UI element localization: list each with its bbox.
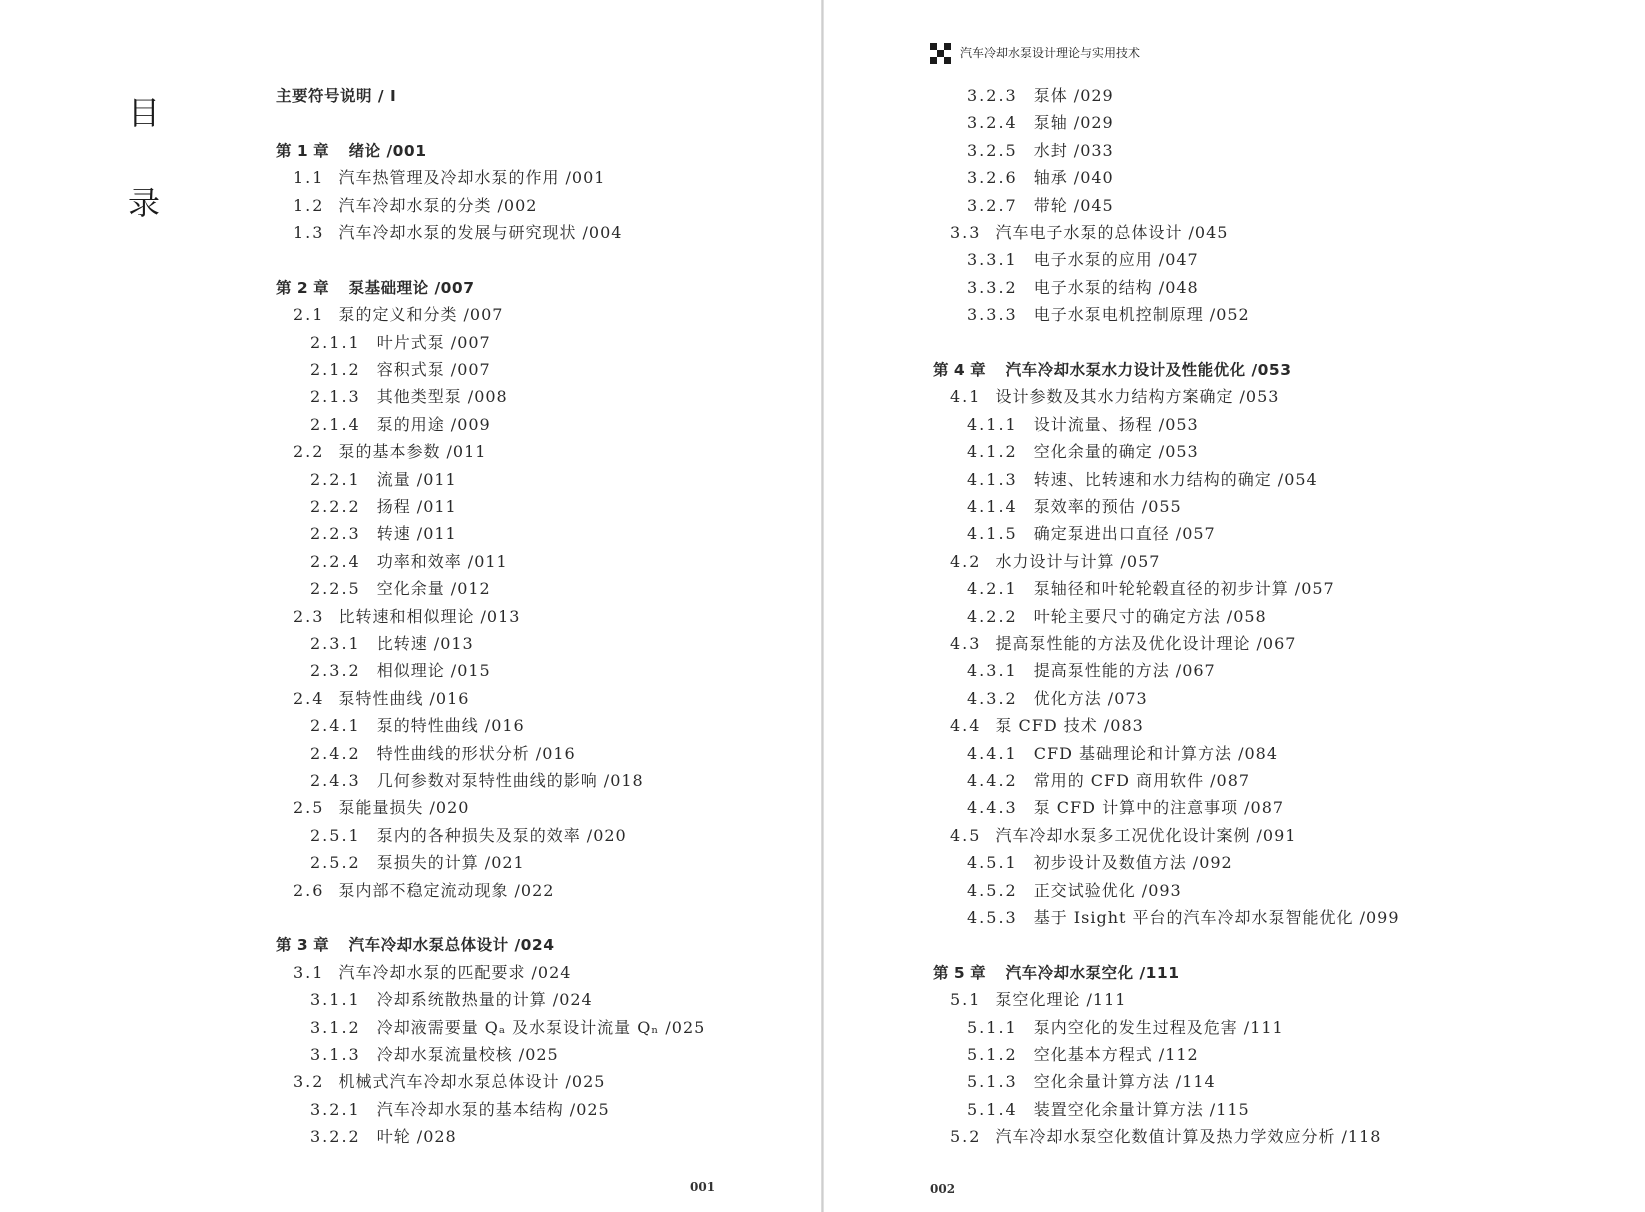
toc-entry[interactable]	[293, 880, 554, 902]
toc-entry-title: 汽车冷却水泵的分类 /002	[338, 196, 538, 215]
toc-entry[interactable]	[967, 743, 1278, 765]
toc-entry-number: 4.3	[950, 634, 982, 653]
toc-entry[interactable]	[293, 195, 537, 217]
toc-entry[interactable]	[967, 304, 1250, 326]
toc-entry[interactable]	[950, 222, 1228, 244]
toc-entry-number: 2.1.4	[310, 415, 361, 434]
toc-entry-title: 汽车冷却水泵水力设计及性能优化 /053	[1005, 361, 1292, 379]
toc-entry-number: 3.1.3	[310, 1045, 361, 1064]
toc-entry-title: 绪论 /001	[348, 142, 427, 160]
toc-entry-number: 3.2.3	[967, 86, 1018, 105]
toc-entry-number: 2.2.3	[310, 524, 361, 543]
toc-entry-title: 泵内部不稳定流动现象 /022	[338, 881, 555, 900]
toc-entry-title: 设计参数及其水力结构方案确定 /053	[995, 387, 1280, 406]
toc-entry-title: 比转速 /013	[376, 634, 474, 653]
toc-entry-title: 泵轴径和叶轮轮毂直径的初步计算 /057	[1033, 579, 1335, 598]
toc-entry[interactable]	[293, 304, 503, 326]
toc-entry-number: 2.4.1	[310, 716, 361, 735]
toc-entry-title: 泵 CFD 计算中的注意事项 /087	[1033, 798, 1285, 817]
toc-entry-title: 常用的 CFD 商用软件 /087	[1033, 771, 1251, 790]
toc-entry-title: 泵的用途 /009	[376, 415, 491, 434]
toc-entry[interactable]	[293, 797, 469, 819]
toc-entry-title: 汽车冷却水泵的发展与研究现状 /004	[338, 223, 623, 242]
toc-entry-title: 主要符号说明 / I	[276, 87, 397, 105]
running-head-logo-icon	[930, 43, 952, 65]
toc-entry[interactable]	[967, 523, 1216, 545]
toc-entry-number: 4.1.1	[967, 415, 1018, 434]
toc-entry[interactable]	[967, 880, 1182, 902]
toc-entry-number: 2.3.2	[310, 661, 361, 680]
toc-entry-title: 几何参数对泵特性曲线的影响 /018	[376, 771, 644, 790]
toc-entry-title: CFD 基础理论和计算方法 /084	[1033, 744, 1278, 763]
toc-entry-number: 4.3.2	[967, 689, 1018, 708]
toc-entry-number: 2.4.3	[310, 771, 361, 790]
toc-entry[interactable]	[310, 743, 576, 765]
toc-entry[interactable]	[293, 688, 469, 710]
toc-entry[interactable]	[293, 167, 605, 189]
toc-entry-title: 汽车电子水泵的总体设计 /045	[995, 223, 1229, 242]
toc-entry[interactable]	[276, 140, 427, 162]
toc-entry-number: 4.2.1	[967, 579, 1018, 598]
toc-entry[interactable]	[276, 277, 475, 299]
toc-entry-number: 2.2	[293, 442, 325, 461]
toc-entry[interactable]	[950, 1126, 1381, 1148]
toc-entry-number: 第 4 章	[933, 361, 986, 379]
toc-entry[interactable]	[276, 934, 555, 956]
toc-entry-title: 相似理论 /015	[376, 661, 491, 680]
toc-entry-number: 4.4.2	[967, 771, 1018, 790]
toc-entry-title: 空化余量 /012	[376, 579, 491, 598]
toc-entry[interactable]	[967, 167, 1114, 189]
toc-entry-number: 3.2.1	[310, 1100, 361, 1119]
toc-entry-number: 3.2.2	[310, 1127, 361, 1146]
toc-entry-number: 2.1.1	[310, 333, 361, 352]
toc-entry-number: 第 5 章	[933, 964, 986, 982]
toc-entry-number: 2.2.5	[310, 579, 361, 598]
toc-entry[interactable]	[967, 770, 1250, 792]
toc-entry[interactable]	[950, 989, 1126, 1011]
toc-title-char-1: 目	[128, 94, 161, 132]
toc-entry-number: 2.2.4	[310, 552, 361, 571]
toc-entry-title: 转速 /011	[376, 524, 457, 543]
toc-entry[interactable]	[310, 496, 457, 518]
page-number-left: 001	[690, 1180, 716, 1194]
toc-entry-number: 1.1	[293, 168, 325, 187]
toc-entry-number: 2.2.2	[310, 497, 361, 516]
toc-entry[interactable]	[310, 414, 491, 436]
toc-entry[interactable]	[967, 852, 1233, 874]
toc-entry-number: 2.4.2	[310, 744, 361, 763]
toc-entry[interactable]	[933, 359, 1292, 381]
toc-entry-title: 泵空化理论 /111	[995, 990, 1127, 1009]
toc-entry-title: 泵内的各种损失及泵的效率 /020	[376, 826, 627, 845]
toc-entry[interactable]	[967, 1017, 1284, 1039]
toc-entry[interactable]	[967, 112, 1114, 134]
toc-entry-number: 3.2	[293, 1072, 325, 1091]
toc-entry-number: 1.2	[293, 196, 325, 215]
toc-entry-number: 4.4.1	[967, 744, 1018, 763]
toc-entry-title: 扬程 /011	[376, 497, 457, 516]
toc-entry-number: 第 3 章	[276, 936, 329, 954]
toc-entry-title: 叶轮主要尺寸的确定方法 /058	[1033, 607, 1267, 626]
toc-entry-number: 4.5.3	[967, 908, 1018, 927]
toc-entry-title: 汽车冷却水泵多工况优化设计案例 /091	[995, 826, 1297, 845]
toc-entry[interactable]	[310, 551, 508, 573]
toc-entry-number: 3.2.7	[967, 196, 1018, 215]
toc-entry-title: 优化方法 /073	[1033, 689, 1148, 708]
toc-entry[interactable]	[310, 469, 457, 491]
toc-entry-number: 4.5	[950, 826, 982, 845]
toc-entry-title: 泵 CFD 技术 /083	[995, 716, 1144, 735]
toc-entry[interactable]	[310, 332, 491, 354]
toc-entry[interactable]	[310, 359, 491, 381]
toc-entry-number: 3.1.1	[310, 990, 361, 1009]
toc-entry-title: 提高泵性能的方法及优化设计理论 /067	[995, 634, 1297, 653]
toc-entry-number: 5.2	[950, 1127, 982, 1146]
toc-entry-title: 空化基本方程式 /112	[1033, 1045, 1199, 1064]
toc-entry-number: 4.3.1	[967, 661, 1018, 680]
toc-entry-title: 轴承 /040	[1033, 168, 1114, 187]
toc-entry[interactable]	[967, 797, 1284, 819]
toc-entry-number: 4.2.2	[967, 607, 1018, 626]
toc-entry-title: 泵效率的预估 /055	[1033, 497, 1182, 516]
toc-entry-number: 第 1 章	[276, 142, 329, 160]
toc-entry-title: 汽车热管理及冷却水泵的作用 /001	[338, 168, 606, 187]
toc-entry-title: 功率和效率 /011	[376, 552, 508, 571]
toc-entry-title: 泵轴 /029	[1033, 113, 1114, 132]
toc-entry-number: 4.1.2	[967, 442, 1018, 461]
toc-entry-number: 2.2.1	[310, 470, 361, 489]
toc-entry-title: 电子水泵的应用 /047	[1033, 250, 1199, 269]
toc-entry[interactable]	[276, 85, 396, 107]
toc-entry[interactable]	[293, 222, 622, 244]
toc-entry-title: 泵的特性曲线 /016	[376, 716, 525, 735]
toc-entry[interactable]	[310, 386, 508, 408]
toc-entry-number: 5.1.1	[967, 1018, 1018, 1037]
toc-entry-title: 泵的基本参数 /011	[338, 442, 487, 461]
toc-entry[interactable]	[967, 660, 1216, 682]
toc-entry[interactable]	[967, 441, 1199, 463]
toc-entry-number: 2.1	[293, 305, 325, 324]
toc-entry[interactable]	[967, 1044, 1199, 1066]
toc-entry-number: 2.5	[293, 798, 325, 817]
toc-entry-number: 3.2.6	[967, 168, 1018, 187]
toc-entry[interactable]	[967, 140, 1114, 162]
page-number-right: 002	[930, 1182, 956, 1196]
toc-title-char-2: 录	[128, 184, 161, 222]
toc-entry[interactable]	[310, 852, 525, 874]
toc-entry-number: 3.3.2	[967, 278, 1018, 297]
toc-entry[interactable]	[967, 578, 1335, 600]
toc-entry[interactable]	[950, 825, 1296, 847]
toc-entry-title: 带轮 /045	[1033, 196, 1114, 215]
toc-entry[interactable]	[950, 715, 1144, 737]
toc-entry[interactable]	[967, 469, 1318, 491]
toc-entry-title: 泵能量损失 /020	[338, 798, 470, 817]
toc-entry[interactable]	[310, 578, 491, 600]
toc-entry-number: 4.4.3	[967, 798, 1018, 817]
toc-entry-title: 确定泵进出口直径 /057	[1033, 524, 1216, 543]
toc-entry-title: 叶片式泵 /007	[376, 333, 491, 352]
toc-entry-number: 2.6	[293, 881, 325, 900]
toc-entry[interactable]	[310, 715, 525, 737]
toc-entry-title: 初步设计及数值方法 /092	[1033, 853, 1233, 872]
toc-entry[interactable]	[310, 1044, 559, 1066]
toc-entry-title: 汽车冷却水泵空化数值计算及热力学效应分析 /118	[995, 1127, 1382, 1146]
toc-entry-number: 2.3	[293, 607, 325, 626]
toc-entry-number: 3.2.5	[967, 141, 1018, 160]
toc-entry-number: 1.3	[293, 223, 325, 242]
toc-entry-number: 5.1.2	[967, 1045, 1018, 1064]
toc-entry-number: 2.4	[293, 689, 325, 708]
toc-entry-title: 空化余量的确定 /053	[1033, 442, 1199, 461]
toc-entry-title: 汽车冷却水泵总体设计 /024	[348, 936, 555, 954]
toc-entry[interactable]	[967, 414, 1199, 436]
toc-entry-number: 4.1	[950, 387, 982, 406]
toc-entry-number: 5.1.4	[967, 1100, 1018, 1119]
toc-entry[interactable]	[310, 660, 491, 682]
toc-entry-title: 提高泵性能的方法 /067	[1033, 661, 1216, 680]
toc-entry-title: 流量 /011	[376, 470, 457, 489]
toc-entry-title: 容积式泵 /007	[376, 360, 491, 379]
toc-entry-title: 转速、比转速和水力结构的确定 /054	[1033, 470, 1318, 489]
toc-entry-number: 3.1	[293, 963, 325, 982]
toc-entry-number: 2.5.1	[310, 826, 361, 845]
toc-entry-title: 电子水泵的结构 /048	[1033, 278, 1199, 297]
toc-entry[interactable]	[310, 1099, 610, 1121]
toc-entry-number: 4.4	[950, 716, 982, 735]
toc-entry[interactable]	[310, 1126, 457, 1148]
toc-entry-title: 正交试验优化 /093	[1033, 881, 1182, 900]
toc-entry[interactable]	[310, 770, 644, 792]
toc-entry[interactable]	[950, 386, 1279, 408]
toc-entry-number: 3.3.3	[967, 305, 1018, 324]
toc-entry[interactable]	[310, 825, 627, 847]
toc-entry[interactable]	[293, 962, 571, 984]
toc-entry-number: 5.1	[950, 990, 982, 1009]
toc-entry-number: 2.1.3	[310, 387, 361, 406]
toc-entry-number: 4.1.4	[967, 497, 1018, 516]
toc-entry-title: 泵内空化的发生过程及危害 /111	[1033, 1018, 1284, 1037]
toc-entry-number: 4.2	[950, 552, 982, 571]
toc-entry-title: 冷却水泵流量校核 /025	[376, 1045, 559, 1064]
running-head: 汽车冷却水泵设计理论与实用技术	[960, 46, 1141, 60]
toc-entry-number: 4.5.2	[967, 881, 1018, 900]
toc-entry[interactable]	[933, 962, 1180, 984]
toc-entry-title: 汽车冷却水泵的基本结构 /025	[376, 1100, 610, 1119]
toc-entry[interactable]	[967, 1099, 1250, 1121]
toc-entry-title: 泵体 /029	[1033, 86, 1114, 105]
toc-entry-title: 装置空化余量计算方法 /115	[1033, 1100, 1250, 1119]
toc-entry-title: 冷却系统散热量的计算 /024	[376, 990, 593, 1009]
toc-entry-title: 汽车冷却水泵空化 /111	[1005, 964, 1180, 982]
toc-entry-title: 泵损失的计算 /021	[376, 853, 525, 872]
toc-entry-title: 比转速和相似理论 /013	[338, 607, 521, 626]
toc-entry-number: 3.1.2	[310, 1018, 361, 1037]
toc-entry-title: 泵的定义和分类 /007	[338, 305, 504, 324]
toc-entry[interactable]	[967, 1071, 1216, 1093]
toc-entry-title: 电子水泵电机控制原理 /052	[1033, 305, 1250, 324]
toc-entry-title: 汽车冷却水泵的匹配要求 /024	[338, 963, 572, 982]
toc-entry[interactable]	[967, 195, 1114, 217]
toc-entry-title: 基于 Isight 平台的汽车冷却水泵智能优化 /099	[1033, 908, 1400, 927]
toc-entry[interactable]	[293, 441, 486, 463]
toc-entry-title: 叶轮 /028	[376, 1127, 457, 1146]
toc-entry-title: 泵特性曲线 /016	[338, 689, 470, 708]
toc-entry[interactable]	[950, 551, 1160, 573]
toc-entry[interactable]	[293, 606, 520, 628]
toc-entry-number: 2.5.2	[310, 853, 361, 872]
toc-entry-number: 4.5.1	[967, 853, 1018, 872]
toc-entry[interactable]	[967, 85, 1114, 107]
toc-entry[interactable]	[310, 523, 457, 545]
toc-entry-title: 水力设计与计算 /057	[995, 552, 1161, 571]
toc-entry-number: 2.3.1	[310, 634, 361, 653]
toc-entry-title: 设计流量、扬程 /053	[1033, 415, 1199, 434]
toc-entry-number: 4.1.3	[967, 470, 1018, 489]
toc-entry-title: 其他类型泵 /008	[376, 387, 508, 406]
toc-entry-title: 水封 /033	[1033, 141, 1114, 160]
toc-entry-number: 3.3.1	[967, 250, 1018, 269]
toc-entry-title: 冷却液需要量 Qₐ 及水泵设计流量 Qₙ /025	[376, 1018, 706, 1037]
toc-entry-title: 机械式汽车冷却水泵总体设计 /025	[338, 1072, 606, 1091]
toc-entry-number: 3.3	[950, 223, 982, 242]
toc-entry-title: 特性曲线的形状分析 /016	[376, 744, 576, 763]
toc-entry-number: 第 2 章	[276, 279, 329, 297]
toc-entry-title: 泵基础理论 /007	[348, 279, 475, 297]
toc-entry[interactable]	[967, 496, 1182, 518]
toc-entry[interactable]	[967, 606, 1267, 628]
toc-entry[interactable]	[310, 1017, 705, 1039]
toc-entry[interactable]	[967, 688, 1148, 710]
toc-entry[interactable]	[967, 907, 1400, 929]
toc-entry-number: 5.1.3	[967, 1072, 1018, 1091]
toc-entry-title: 空化余量计算方法 /114	[1033, 1072, 1216, 1091]
toc-entry[interactable]	[310, 989, 593, 1011]
toc-entry[interactable]	[310, 633, 474, 655]
toc-entry[interactable]	[967, 249, 1199, 271]
toc-entry-number: 4.1.5	[967, 524, 1018, 543]
toc-entry[interactable]	[293, 1071, 605, 1093]
toc-entry-number: 3.2.4	[967, 113, 1018, 132]
toc-entry-number: 2.1.2	[310, 360, 361, 379]
toc-entry[interactable]	[950, 633, 1296, 655]
toc-entry[interactable]	[967, 277, 1199, 299]
